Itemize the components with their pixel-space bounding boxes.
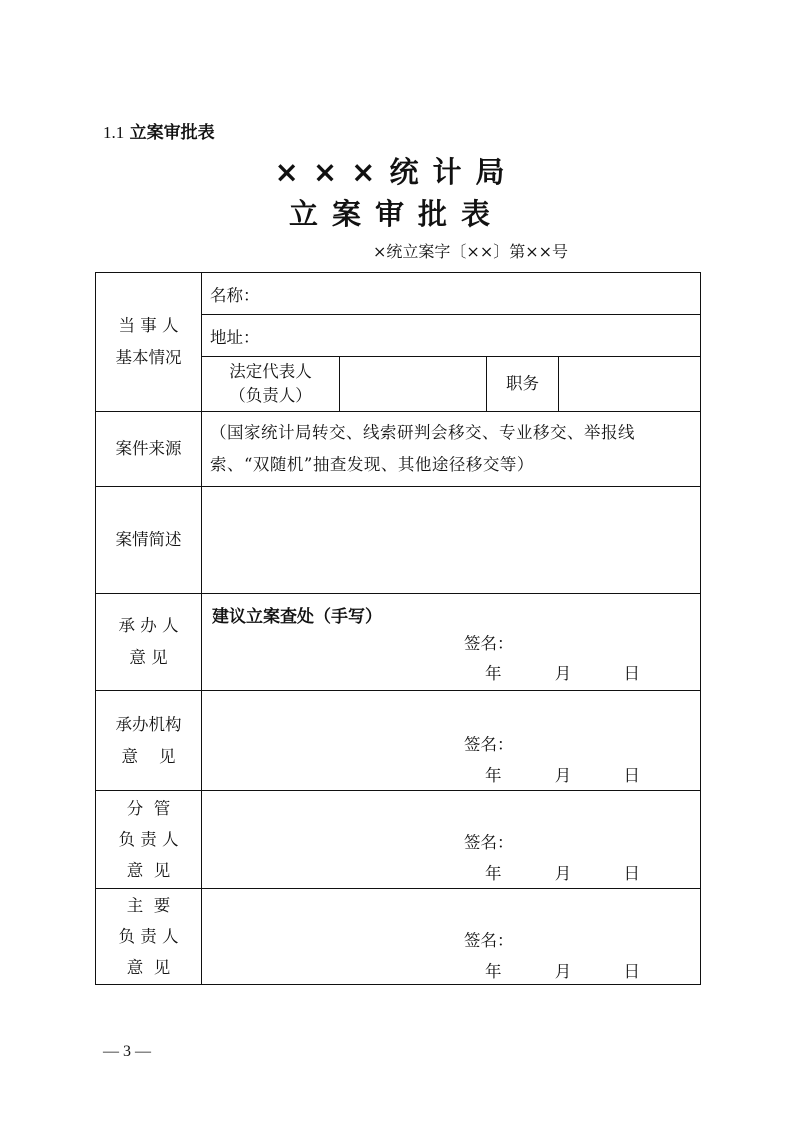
handler-sign-label: 签名： <box>464 634 514 653</box>
party-info-label-2: 基本情况 <box>115 348 182 367</box>
legal-rep-label-1: 法定代表人 <box>229 362 312 381</box>
principal-label-3: 意 见 <box>126 958 171 977</box>
agency-label-1: 承办机构 <box>115 714 182 734</box>
agency-month: 月 <box>554 766 572 785</box>
agency-label-2: 意 见 <box>121 746 176 766</box>
agency-opinion-label-cell <box>96 691 202 791</box>
position-field[interactable] <box>559 357 701 412</box>
legal-rep-label-cell <box>202 357 340 412</box>
section-heading <box>103 121 215 145</box>
handler-date <box>485 660 640 684</box>
name-label: 名称： <box>210 285 260 305</box>
document-number: ×统立案字〔××〕第××号 <box>373 242 569 261</box>
handler-label-2: 意 见 <box>129 648 168 667</box>
address-label: 地址： <box>210 327 260 347</box>
legal-rep-label-2: （负责人） <box>229 386 312 405</box>
agency-date <box>485 762 640 786</box>
agency-day: 日 <box>623 766 640 785</box>
handwritten-note: 建议立案查处（手写） <box>212 607 382 627</box>
handler-month: 月 <box>554 664 572 683</box>
agency-opinion-field[interactable] <box>202 691 701 791</box>
supervisor-month: 月 <box>554 864 572 883</box>
party-info-label-cell <box>96 273 202 412</box>
supervisor-label-3: 意 见 <box>126 861 171 880</box>
handler-opinion-field[interactable] <box>202 594 701 691</box>
legal-rep-field[interactable] <box>340 357 487 412</box>
principal-month: 月 <box>554 962 572 981</box>
address-field[interactable] <box>202 315 701 357</box>
supervisor-date <box>485 860 640 884</box>
section-title: 立案审批表 <box>129 123 215 143</box>
name-field[interactable] <box>202 273 701 315</box>
supervisor-year: 年 <box>485 864 502 883</box>
supervisor-label-2: 负 责 人 <box>118 830 179 849</box>
principal-year: 年 <box>485 962 502 981</box>
principal-opinion-label-cell <box>96 889 202 985</box>
agency-sign-label: 签名： <box>464 735 514 754</box>
handler-label-1: 承 办 人 <box>118 616 179 635</box>
principal-label-1: 主 要 <box>126 896 171 915</box>
approval-form-table <box>95 272 701 985</box>
principal-sign-label: 签名： <box>464 931 514 950</box>
principal-day: 日 <box>623 962 640 981</box>
principal-label-2: 负 责 人 <box>118 927 179 946</box>
supervisor-label-1: 分 管 <box>126 799 171 818</box>
document-title-bureau: ×××统计局 <box>274 155 519 189</box>
case-source-label: 案件来源 <box>96 412 202 487</box>
case-source-text[interactable]: （国家统计局转交、线索研判会移交、专业移交、举报线索、“双随机”抽查发现、其他途径移交等） <box>202 412 701 487</box>
handler-day: 日 <box>623 664 640 683</box>
supervisor-sign-label: 签名： <box>464 833 514 852</box>
handler-opinion-label-cell <box>96 594 202 691</box>
position-label: 职务 <box>487 357 559 412</box>
principal-opinion-field[interactable] <box>202 889 701 985</box>
page-number: — 3 — <box>103 1043 151 1060</box>
agency-year: 年 <box>485 766 502 785</box>
supervisor-opinion-field[interactable] <box>202 791 701 889</box>
principal-date <box>485 958 640 982</box>
handler-year: 年 <box>485 664 502 683</box>
supervisor-opinion-label-cell <box>96 791 202 889</box>
document-title-form: 立案审批表 <box>288 197 504 231</box>
party-info-label-1: 当 事 人 <box>118 316 179 335</box>
supervisor-day: 日 <box>623 864 640 883</box>
section-number: 1.1 <box>103 123 125 142</box>
case-summary-label: 案情简述 <box>96 487 202 594</box>
case-summary-field[interactable] <box>202 487 701 594</box>
